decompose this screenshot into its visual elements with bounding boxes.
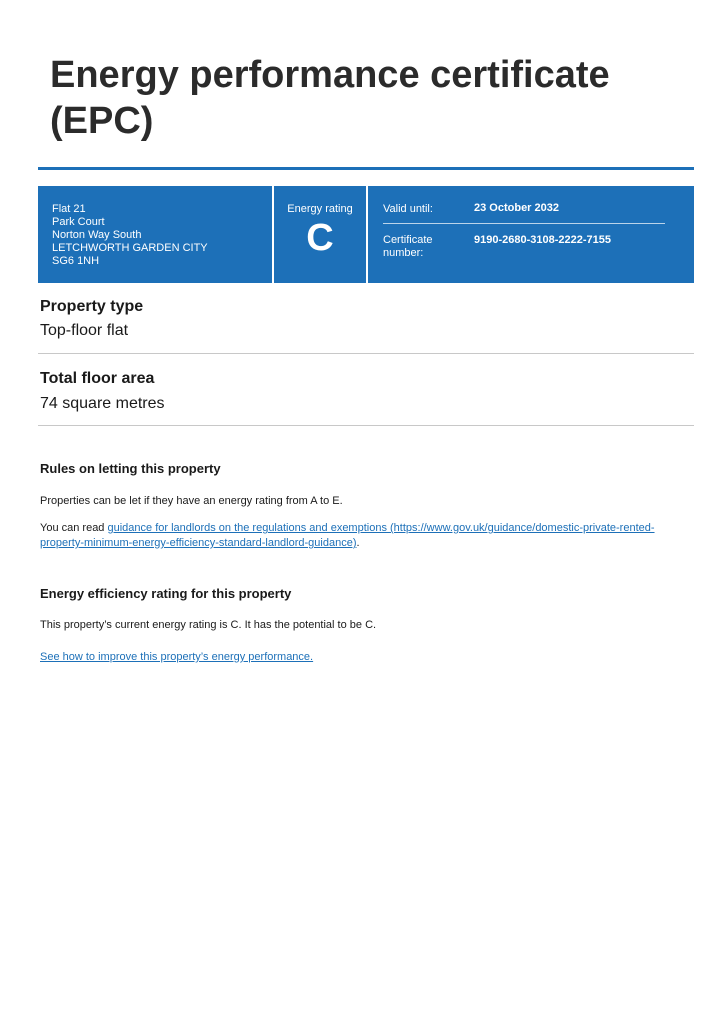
property-type-heading: Property type xyxy=(40,298,144,315)
section-divider xyxy=(38,425,694,426)
landlord-guidance-paragraph xyxy=(40,521,680,551)
energy-rating-label: Energy rating xyxy=(287,203,353,215)
improve-performance-paragraph xyxy=(40,650,680,665)
property-address xyxy=(52,203,267,268)
property-type-value: Top-floor flat xyxy=(40,322,129,339)
letting-rules-paragraph: Properties can be let if they have an energy rating from A to E. xyxy=(40,495,343,507)
address-line: LETCHWORTH GARDEN CITY xyxy=(52,242,208,254)
certificate-details xyxy=(383,186,668,283)
efficiency-rating-heading: Energy efficiency rating for this property xyxy=(40,586,292,601)
banner-divider xyxy=(366,186,368,283)
address-line: Flat 21 xyxy=(52,203,86,215)
certificate-number-label: Certificate number: xyxy=(383,234,433,259)
address-line: SG6 1NH xyxy=(52,255,100,267)
improve-performance-link[interactable]: See how to improve this property’s energy performance. xyxy=(40,651,314,663)
valid-until-value: 23 October 2032 xyxy=(474,202,559,214)
page-title-line-1: Energy performance certificate xyxy=(50,54,610,96)
floor-area-heading: Total floor area xyxy=(40,370,155,387)
section-divider xyxy=(38,353,694,354)
certificate-summary-banner xyxy=(38,186,694,283)
floor-area-value: 74 square metres xyxy=(40,395,165,412)
efficiency-rating-paragraph: This property’s current energy rating is C. It has the potential to be C. xyxy=(40,619,377,631)
certificate-number-value: 9190-2680-3108-2222-7155 xyxy=(474,234,612,246)
guidance-prefix: You can read xyxy=(40,522,108,534)
title-divider xyxy=(38,167,694,170)
energy-rating-letter: C xyxy=(306,217,334,259)
address-line: Norton Way South xyxy=(52,229,142,241)
valid-until-label: Valid until: xyxy=(383,203,433,215)
landlord-guidance-link[interactable]: guidance for landlords on the regulations and exemptions (https://www.gov.uk/guidance/domestic-private-rented-property-minimum-energy-efficiency-standard-landlord-guidance) xyxy=(40,522,655,549)
energy-rating-block xyxy=(274,186,366,283)
page-title-line-2: (EPC) xyxy=(50,100,154,142)
details-separator xyxy=(383,223,665,224)
letting-rules-heading: Rules on letting this property xyxy=(40,461,221,476)
guidance-suffix: . xyxy=(356,537,360,549)
address-line: Park Court xyxy=(52,216,105,228)
page-title xyxy=(50,52,690,144)
